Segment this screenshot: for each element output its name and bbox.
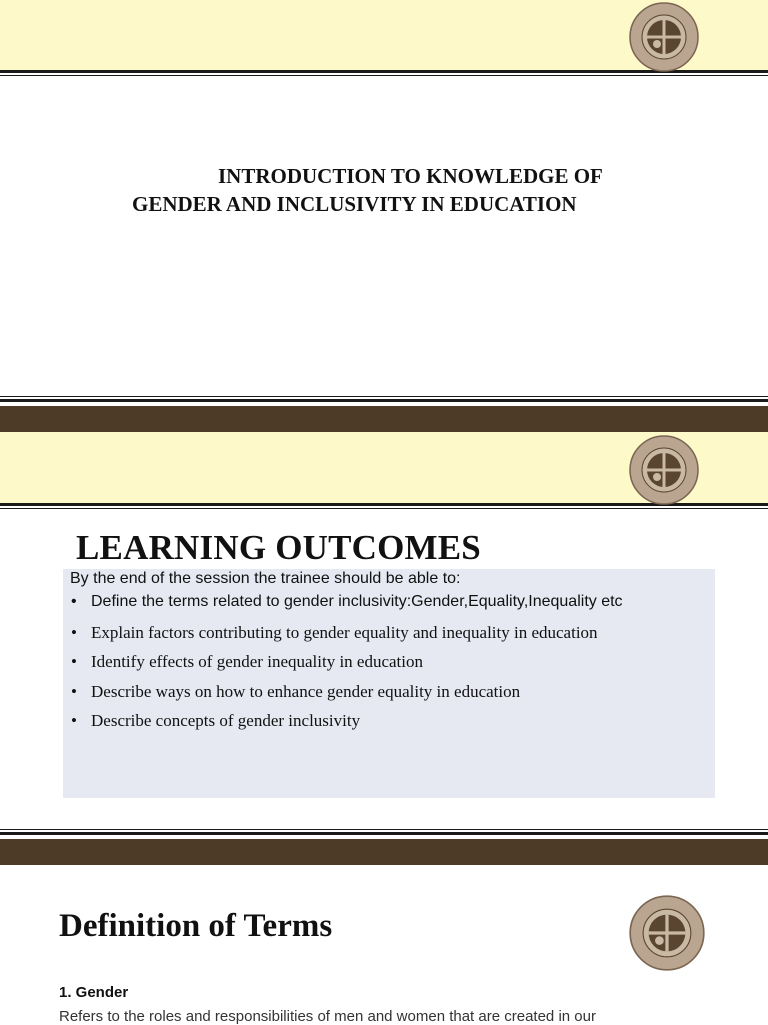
slide1-footer-rule-thin [0, 396, 768, 397]
slide1-footer-rule [0, 399, 768, 402]
list-item: • Describe ways on how to enhance gender equality in education [71, 682, 623, 712]
slide1-title-line1: INTRODUCTION TO KNOWLEDGE OF [218, 164, 603, 188]
slide2-footer-rule [0, 832, 768, 835]
learning-outcomes-intro: By the end of the session the trainee should be able to: [70, 570, 461, 587]
slide2-footer-rule-thin [0, 829, 768, 830]
definition-heading: Definition of Terms [59, 908, 333, 944]
list-item: • Define the terms related to gender inclusivity:Gender,Equality,Inequality etc [71, 593, 623, 623]
gender-subheading: 1. Gender [59, 984, 129, 1001]
learning-outcomes-heading: LEARNING OUTCOMES [76, 528, 481, 567]
slide1-title [90, 162, 690, 218]
slide-divider-1 [0, 406, 768, 432]
slide1-title-line2: GENDER AND INCLUSIVITY IN EDUCATION [132, 192, 577, 216]
slide1-header-rule-thin [0, 75, 768, 76]
slide-divider-2 [0, 839, 768, 865]
slide2-header-rule-thin [0, 508, 768, 509]
list-item: • Identify effects of gender inequality in education [71, 652, 623, 682]
kttc-logo-icon [628, 434, 700, 506]
kttc-logo-icon [628, 1, 700, 73]
list-item: • Explain factors contributing to gender equality and inequality in education [71, 623, 623, 653]
kttc-logo-icon [628, 894, 706, 972]
learning-outcomes-list [71, 593, 623, 741]
learning-outcomes-box [63, 569, 715, 798]
gender-definition-text: Refers to the roles and responsibilities of men and women that are created in our [59, 1008, 596, 1025]
list-item: • Describe concepts of gender inclusivity [71, 711, 623, 741]
